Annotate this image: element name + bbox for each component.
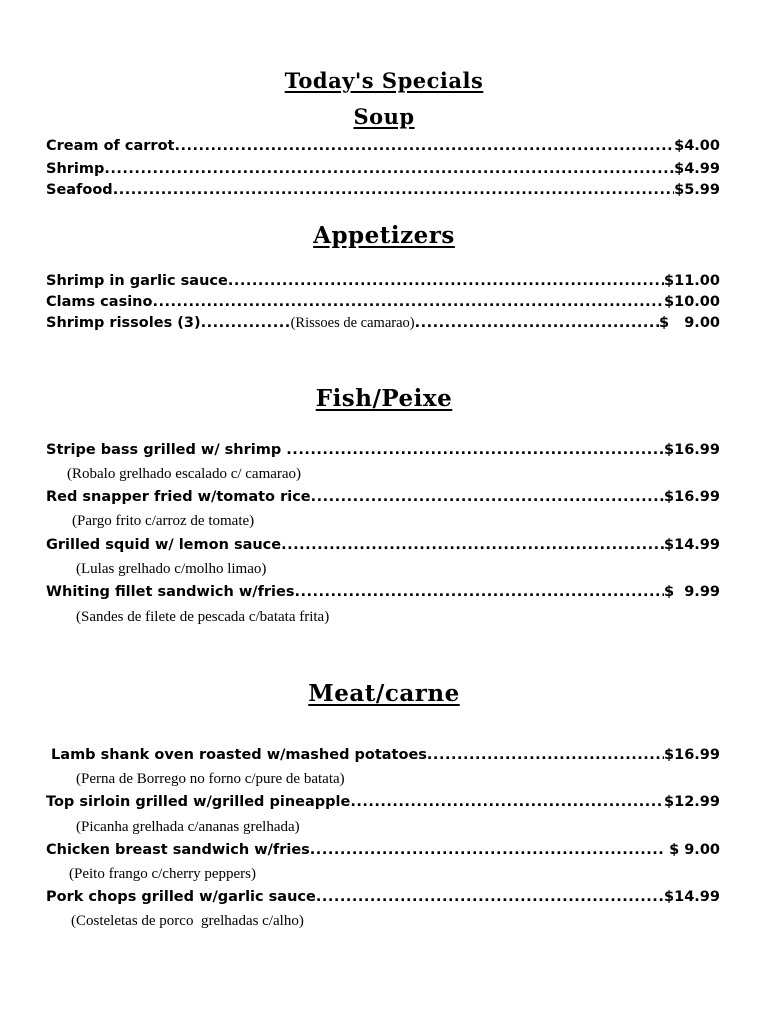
item-translation: (Perna de Borrego no forno c/pure de batata) (76, 771, 345, 787)
menu-item-seafood-soup (46, 180, 720, 200)
item-name: Chicken breast sandwich w/fries (46, 842, 310, 858)
dot-leader (201, 313, 291, 333)
menu-item-stripe-bass (46, 440, 720, 460)
menu-item-red-snapper (46, 487, 720, 507)
item-price: $5.99 (674, 182, 720, 198)
dot-leader (113, 180, 674, 200)
item-name: Seafood (46, 182, 113, 198)
section-title-soup: Soup (353, 104, 415, 129)
dot-leader (174, 136, 674, 156)
dot-leader (281, 535, 664, 555)
item-name: Stripe bass grilled w/ shrimp (46, 442, 287, 458)
item-price: $16.99 (664, 747, 720, 763)
dot-leader (228, 271, 664, 291)
item-name: Red snapper fried w/tomato rice (46, 489, 311, 505)
item-name: Cream of carrot (46, 138, 175, 154)
section-title-fish: Fish/Peixe (315, 385, 453, 412)
item-price: $11.00 (664, 273, 720, 289)
item-price: $ 9.99 (664, 584, 720, 600)
item-price: $16.99 (664, 442, 720, 458)
menu-item-chicken-breast (46, 840, 720, 860)
menu-item-shrimp-garlic (46, 271, 720, 291)
menu-title: Today's Specials (284, 68, 484, 93)
item-name: Shrimp (46, 161, 105, 177)
item-translation: (Pargo frito c/arroz de tomate) (72, 513, 255, 529)
item-name: Top sirloin grilled w/grilled pineapple (46, 794, 351, 810)
item-name: Shrimp rissoles (3) (46, 315, 201, 331)
dot-leader (104, 159, 674, 179)
item-translation: (Rissoes de camarao) (290, 315, 415, 331)
item-name: Whiting fillet sandwich w/fries (46, 584, 295, 600)
item-price: $14.99 (664, 537, 720, 553)
dot-leader (152, 292, 664, 312)
dot-leader (350, 792, 664, 812)
dot-leader (310, 840, 664, 860)
item-price: $16.99 (664, 489, 720, 505)
dot-leader (427, 745, 664, 765)
item-price: $14.99 (664, 889, 720, 905)
menu-item-pork-chops (46, 887, 720, 907)
menu-item-clams-casino (46, 292, 720, 312)
menu-item-shrimp-soup (46, 159, 720, 179)
menu-item-top-sirloin (46, 792, 720, 812)
item-price: $ 9.00 (658, 315, 720, 331)
dot-leader (294, 582, 664, 602)
menu-item-grilled-squid (46, 535, 720, 555)
dot-leader (286, 440, 664, 460)
menu-item-lamb-shank (46, 745, 720, 765)
section-title-meat: Meat/carne (308, 680, 460, 707)
item-price: $10.00 (664, 294, 720, 310)
item-name: Lamb shank oven roasted w/mashed potatoes (46, 747, 427, 763)
item-price: $12.99 (664, 794, 720, 810)
menu-item-whiting-fillet (46, 582, 720, 602)
dot-leader (316, 887, 664, 907)
section-title-appetizers: Appetizers (313, 222, 455, 249)
menu-item-shrimp-rissoles (46, 313, 720, 333)
item-name: Shrimp in garlic sauce (46, 273, 228, 289)
item-name: Grilled squid w/ lemon sauce (46, 537, 282, 553)
dot-leader (311, 487, 664, 507)
item-price: $ 9.00 (664, 842, 720, 858)
item-translation: (Peito frango c/cherry peppers) (69, 866, 257, 882)
item-translation: (Robalo grelhado escalado c/ camarao) (67, 466, 302, 482)
item-name: Pork chops grilled w/garlic sauce (46, 889, 316, 905)
item-translation: (Picanha grelhada c/ananas grelhada) (76, 819, 300, 835)
item-translation: (Sandes de filete de pescada c/batata frita) (76, 609, 330, 625)
item-translation: (Lulas grelhado c/molho limao) (76, 561, 267, 577)
item-name: Clams casino (46, 294, 153, 310)
item-price: $4.99 (674, 161, 720, 177)
item-price: $4.00 (674, 138, 720, 154)
menu-item-cream-of-carrot (46, 136, 720, 156)
dot-leader (415, 313, 659, 333)
item-translation: (Costeletas de porco grelhadas c/alho) (71, 913, 304, 929)
